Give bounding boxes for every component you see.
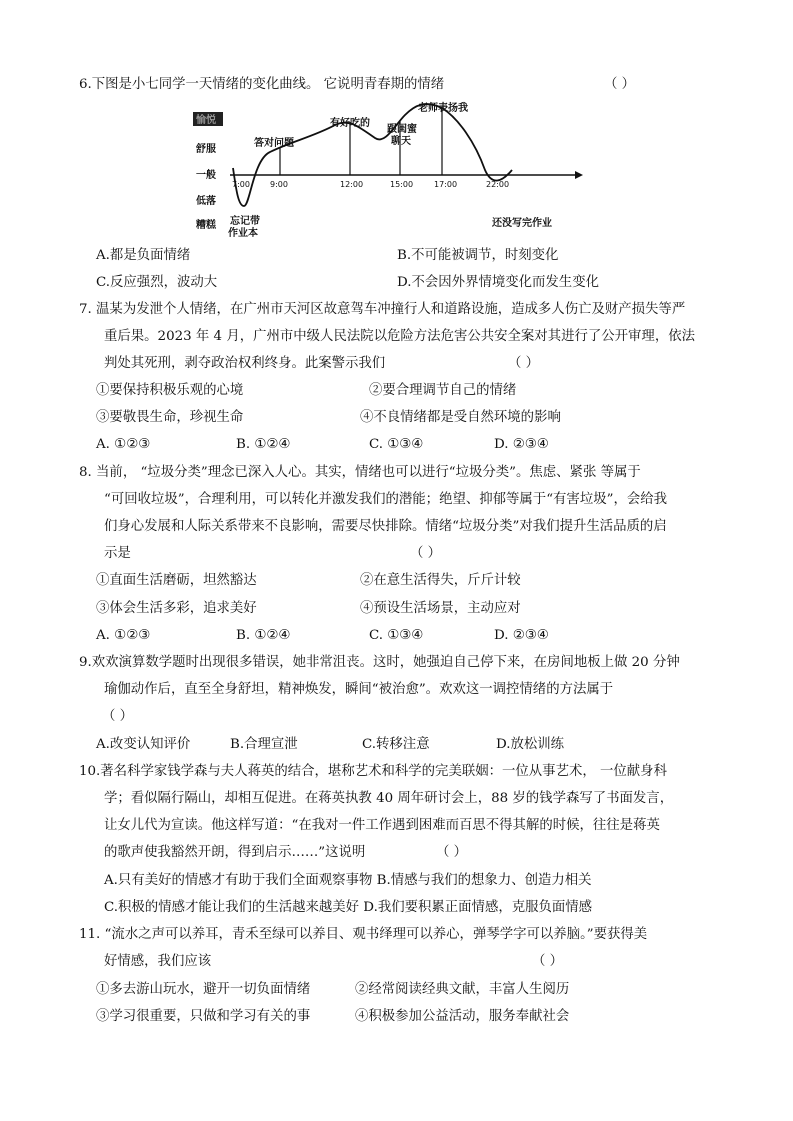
event-tasty-food: 有好吃的 xyxy=(330,118,370,129)
event-forgot-homework-line2: 作业本 xyxy=(228,228,258,239)
q11-stem-line2: 好情感，我们应该 xyxy=(104,954,212,969)
q10-answer-paren: （ ） xyxy=(436,845,468,860)
event-answer-question: 答对问题 xyxy=(254,138,294,149)
q9-answer-paren: （ ） xyxy=(102,709,134,724)
q7-statement-4: ④不良情绪都是受自然环境的影响 xyxy=(360,410,561,425)
q11-statement-4: ④积极参加公益活动，服务奉献社会 xyxy=(355,1009,570,1024)
level-label-low: 低落 xyxy=(196,196,216,207)
time-label-17: 17:00 xyxy=(434,180,458,189)
q7-statement-3: ③要敬畏生命，珍视生命 xyxy=(96,410,244,425)
q9-option-a: A.改变认知评价 xyxy=(96,737,191,752)
level-label-pleasant: 愉悦 xyxy=(196,115,216,126)
q8-option-a: A. ①②③ xyxy=(96,628,151,643)
q7-statement-2: ②要合理调节自己的情绪 xyxy=(369,383,517,398)
q6-option-a: A.都是负面情绪 xyxy=(96,248,191,263)
q6-stem: 6.下图是小七同学一天情绪的变化曲线。 它说明青春期的情绪 xyxy=(79,77,445,92)
q9-option-c: C.转移注意 xyxy=(362,737,430,752)
q7-stem-line2: 重后果。2023 年 4 月，广州市中级人民法院以危险方法危害公共安全案对其进行了公开审理，依法 xyxy=(104,329,695,344)
q11-statement-1: ①多去游山玩水，避开一切负面情绪 xyxy=(96,982,311,997)
time-label-7: 7:00 xyxy=(232,180,250,189)
emotion-curve xyxy=(233,104,512,206)
q8-option-c: C. ①③④ xyxy=(369,628,424,643)
event-unfinished-homework: 还没写完作业 xyxy=(492,218,552,229)
q11-statement-2: ②经常阅读经典文献，丰富人生阅历 xyxy=(355,982,570,997)
q9-stem-line1: 9.欢欢演算数学题时出现很多错误，她非常沮丧。这时，她强迫自己停下来，在房间地板上做 20 分钟 xyxy=(79,655,680,670)
q10-stem-line4: 的歌声使我豁然开朗，得到启示……”这说明 xyxy=(104,845,366,860)
event-friend-chat-line2: 聊天 xyxy=(391,136,411,147)
level-label-comfortable: 舒服 xyxy=(196,144,216,155)
q10-options-ab: A.只有美好的情感才有助于我们全面观察事物 B.情感与我们的想象力、创造力相关 xyxy=(104,873,592,888)
q10-options-cd: C.积极的情感才能让我们的生活越来越美好 D.我们要积累正面情感，克服负面情感 xyxy=(104,900,593,915)
q7-statement-1: ①要保持积极乐观的心境 xyxy=(96,383,244,398)
q6-option-d: D.不会因外界情境变化而发生变化 xyxy=(397,275,599,290)
time-label-15: 15:00 xyxy=(390,180,414,189)
level-label-normal: 一般 xyxy=(196,170,216,181)
q7-answer-paren: （ ） xyxy=(508,356,540,371)
event-forgot-homework-line1: 忘记带 xyxy=(230,216,260,227)
q6-option-b: B.不可能被调节，时刻变化 xyxy=(397,248,559,263)
level-label-bad: 糟糕 xyxy=(196,220,216,231)
q11-stem-line1: 11. “流水之声可以养耳，青禾至绿可以养目、观书绎理可以养心，弹琴学字可以养脑。”要获得美 xyxy=(79,927,648,942)
q9-option-b: B.合理宣泄 xyxy=(230,737,298,752)
q7-option-a: A. ①②③ xyxy=(96,437,151,452)
q7-stem-line3: 判处其死刑，剥夺政治权利终身。此案警示我们 xyxy=(104,356,386,371)
q8-statement-4: ④预设生活场景，主动应对 xyxy=(360,601,521,616)
q10-stem-line1: 10.著名科学家钱学森与夫人蒋英的结合，堪称艺术和科学的完美联姻：一位从事艺术， 一位献身科 xyxy=(79,764,667,779)
q10-stem-line3: 让女儿代为宣读。他这样写道：“在我对一件工作遇到困难而百思不得其解的时候，往往是蒋英 xyxy=(104,818,660,833)
time-label-12: 12:00 xyxy=(340,180,364,189)
q8-statement-3: ③体会生活多彩，追求美好 xyxy=(96,601,257,616)
q11-statement-3: ③学习很重要，只做和学习有关的事 xyxy=(96,1009,311,1024)
emotion-curve-figure xyxy=(190,100,590,250)
q8-option-b: B. ①②④ xyxy=(236,628,291,643)
time-label-9: 9:00 xyxy=(270,180,288,189)
q11-answer-paren: （ ） xyxy=(532,954,564,969)
q8-statement-2: ②在意生活得失，斤斤计较 xyxy=(360,573,521,588)
event-teacher-praise: 老师表扬我 xyxy=(418,103,468,114)
time-label-22: 22:00 xyxy=(486,180,510,189)
q8-stem-line2: “可回收垃圾”，合理利用，可以转化并激发我们的潜能；绝望、抑郁等属于“有害垃圾”，会给我 xyxy=(104,492,668,507)
q8-statement-1: ①直面生活磨砺，坦然豁达 xyxy=(96,573,257,588)
q6-answer-paren: （ ） xyxy=(604,77,636,92)
q7-option-b: B. ①②④ xyxy=(236,437,291,452)
event-friend-chat-line1: 跟闺蜜 xyxy=(387,124,417,135)
q7-stem-line1: 7. 温某为发泄个人情绪，在广州市天河区故意驾车冲撞行人和道路设施，造成多人伤亡及财产损失等严 xyxy=(79,302,686,317)
q8-option-d: D. ②③④ xyxy=(494,628,549,643)
q7-option-d: D. ②③④ xyxy=(494,437,549,452)
q10-stem-line2: 学；看似隔行隔山，却相互促进。在蒋英执教 40 周年研讨会上，88 岁的钱学森写了书面发言， xyxy=(104,791,674,806)
q8-stem-line1: 8. 当前， “垃圾分类”理念已深入人心。其实，情绪也可以进行“垃圾分类”。焦虑、紧张 等属于 xyxy=(79,465,641,480)
q8-answer-paren: （ ） xyxy=(410,546,442,561)
q8-stem-line4: 示是 xyxy=(104,546,131,561)
axis-arrow xyxy=(575,171,583,179)
q9-option-d: D.放松训练 xyxy=(496,737,565,752)
q9-stem-line2: 瑜伽动作后，直至全身舒坦，精神焕发，瞬间“被治愈”。欢欢这一调控情绪的方法属于 xyxy=(104,682,614,697)
q7-option-c: C. ①③④ xyxy=(369,437,424,452)
q6-option-c: C.反应强烈，波动大 xyxy=(96,275,218,290)
q8-stem-line3: 们身心发展和人际关系带来不良影响，需要尽快排除。情绪“垃圾分类”对我们提升生活品质的启 xyxy=(104,519,667,534)
